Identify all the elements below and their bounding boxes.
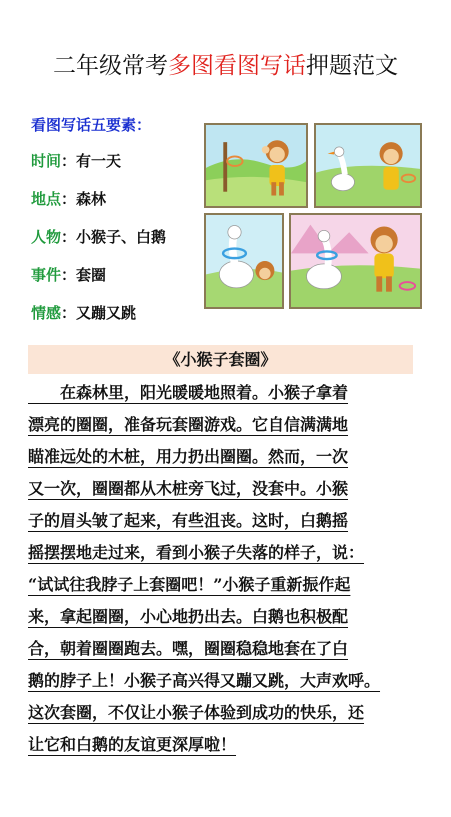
illustration-grid [204, 123, 422, 309]
story-line: 来，拿起圈圈，小心地扔出去。白鹅也积极配 [28, 607, 349, 626]
element-emotion [31, 302, 211, 340]
element-value: ：有一天 [61, 152, 122, 170]
element-label: 人物 [31, 228, 62, 246]
goose-and-monkey-illustration [314, 123, 422, 208]
five-elements-list [31, 114, 211, 340]
story-line: 瞄准远处的木桩，用力扔出圈圈。然而，一次 [28, 447, 349, 466]
title-suffix: 押题范文 [306, 53, 398, 79]
story-paragraph [28, 377, 423, 761]
monkey-throwing-ring-illustration [204, 123, 308, 208]
story-line: 又一次，圈圈都从木桩旁飞过，没套中。小猴 [28, 479, 349, 498]
element-value: ：套圈 [61, 266, 107, 284]
story-line: 合，朝着圈圈跑去。嘿，圈圈稳稳地套在了白 [28, 639, 349, 658]
story-line: 摇摆摆地走过来，看到小猴子失落的样子，说： [28, 543, 365, 562]
story-line: 漂亮的圈圈，准备玩套圈游戏。它自信满满地 [28, 415, 349, 434]
element-place [31, 188, 211, 226]
story-line: 在森林里，阳光暖暖地照着。小猴子拿着 [28, 383, 349, 402]
element-time [31, 150, 211, 188]
element-label: 地点 [31, 190, 62, 208]
five-elements-heading: 看图写话五要素： [31, 116, 152, 134]
element-value: ：森林 [61, 190, 107, 208]
story-title: 《小猴子套圈》 [28, 345, 413, 374]
element-value: ：又蹦又跳 [61, 304, 137, 322]
story-body [28, 377, 423, 761]
page-title [0, 50, 451, 82]
element-event [31, 264, 211, 302]
goose-back-view-illustration [204, 213, 284, 309]
element-characters [31, 226, 211, 264]
element-label: 情感 [31, 304, 62, 322]
story-line: 这次套圈，不仅让小猴子体验到成功的快乐，还 [28, 703, 365, 722]
element-label: 事件 [31, 266, 62, 284]
element-value: ：小猴子、白鹅 [61, 228, 167, 246]
title-highlight: 多图看图写话 [168, 53, 306, 79]
element-label: 时间 [31, 152, 62, 170]
ring-on-goose-neck-illustration [289, 213, 422, 309]
story-line: 让它和白鹅的友谊更深厚啦！ [28, 735, 237, 754]
story-line: “试试往我脖子上套圈吧！”小猴子重新振作起 [28, 575, 351, 594]
title-prefix: 二年级常考 [53, 53, 168, 79]
story-line: 子的眉头皱了起来，有些沮丧。这时，白鹅摇 [28, 511, 349, 530]
story-line: 鹅的脖子上！小猴子高兴得又蹦又跳，大声欢呼。 [28, 671, 381, 690]
